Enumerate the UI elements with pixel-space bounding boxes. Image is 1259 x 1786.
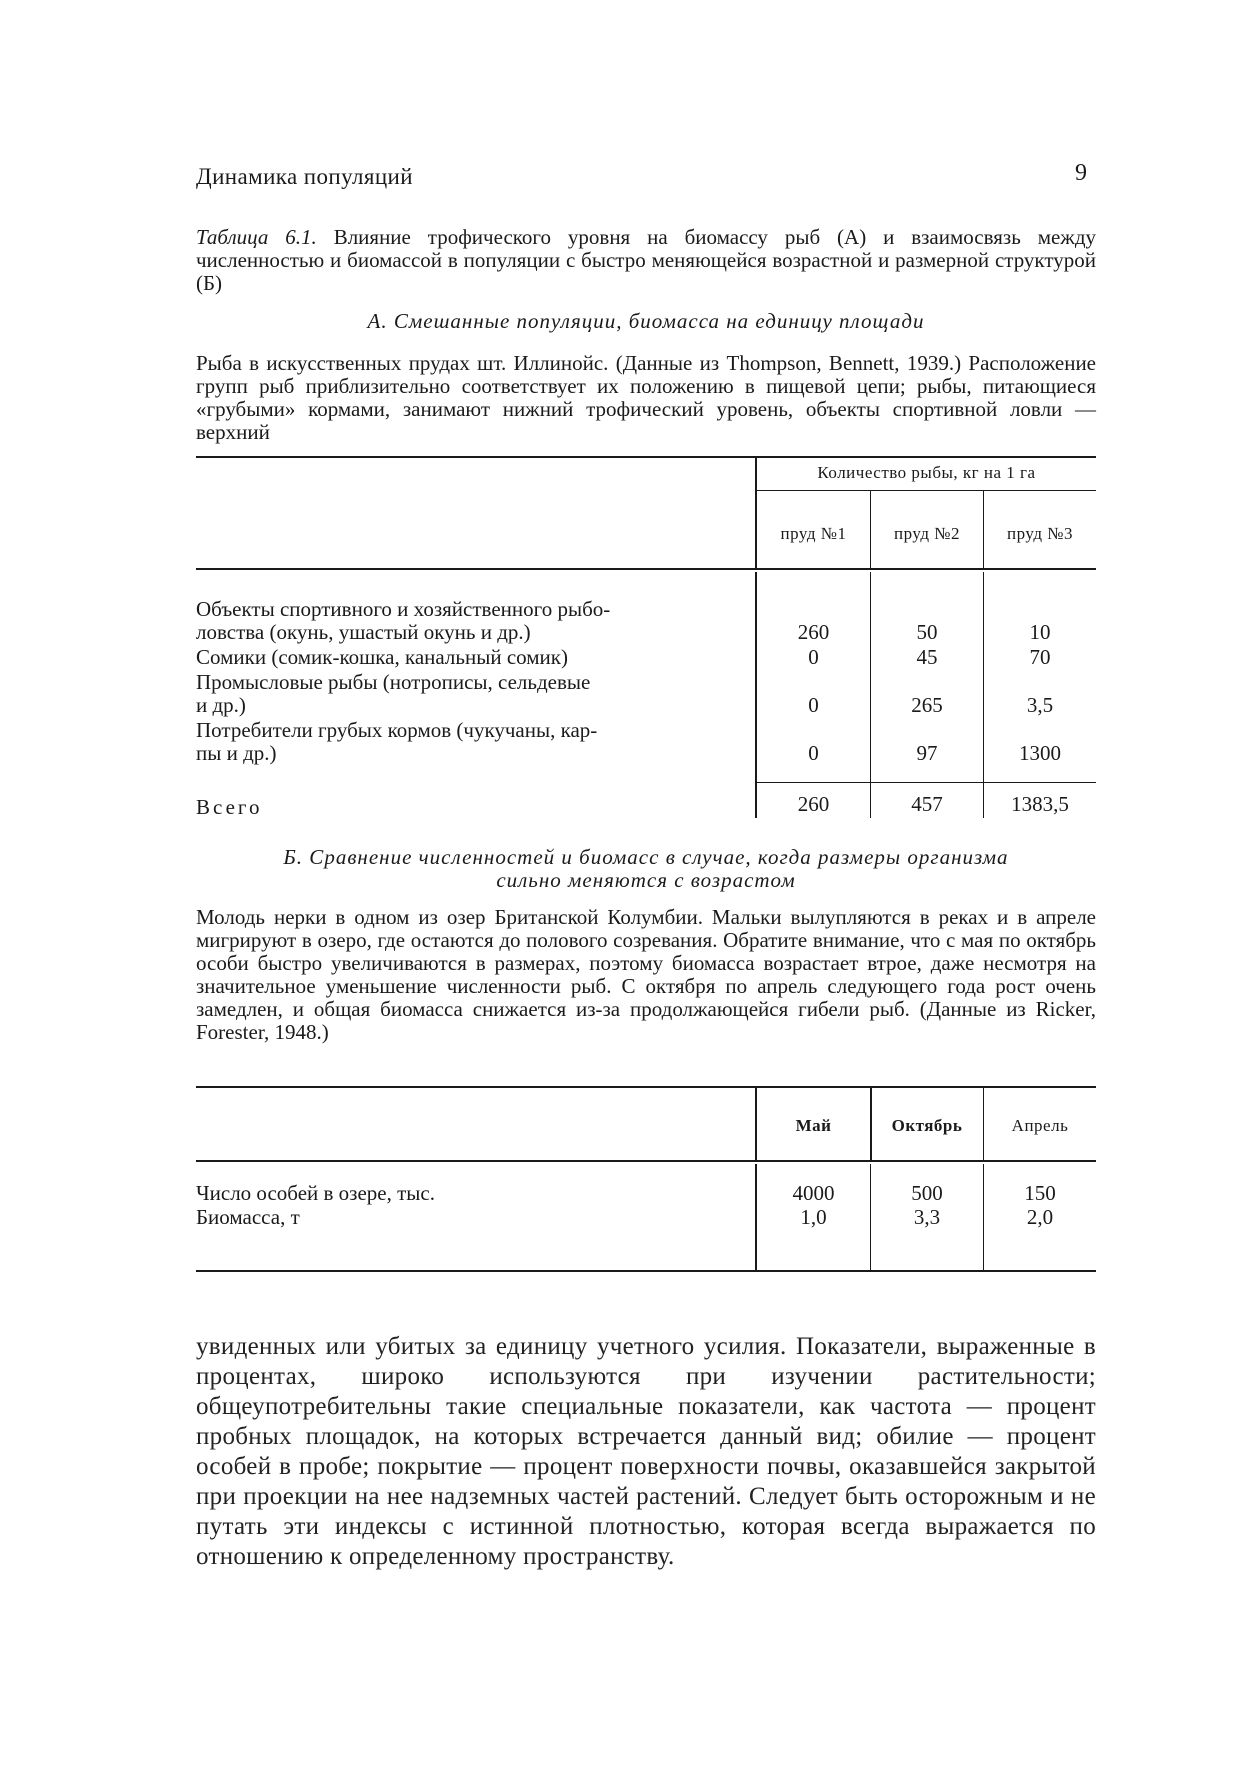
table-b-header-rule	[196, 1160, 1096, 1162]
table-b-col-may: Май	[795, 1116, 832, 1135]
table-a-group-rule	[756, 490, 1096, 491]
table-a-col-1: пруд №1	[780, 524, 847, 543]
table-b-top-rule	[196, 1086, 1096, 1088]
table-a-row-3-label-line-1: Промысловые рыбы (нотрописы, сельдевые	[196, 670, 591, 694]
table-a-row-3-val-2: 265	[911, 693, 943, 717]
table-a-row-2-label-line-1: Сомики (сомик-кошка, канальный сомик)	[196, 645, 568, 669]
table-a-row-3-val-1: 0	[808, 693, 819, 717]
table-a-row-4-val-2: 97	[916, 741, 938, 765]
table-a-row-4-val-3: 1300	[1019, 741, 1061, 765]
table-a-row-1-label-line-2: ловства (окунь, ушастый окунь и др.)	[196, 620, 531, 644]
table-b-row-1-val-3: 150	[1024, 1181, 1056, 1205]
table-b-col-october: Октябрь	[891, 1116, 963, 1135]
table-a-row-3-val-3: 3,5	[1026, 693, 1054, 717]
section-b-title-line-1: Б. Сравнение численностей и биомасс в случае, когда размеры организма	[283, 845, 1009, 869]
table-a-row-1-label-line-1: Объекты спортивного и хозяйственного рыбо-	[196, 597, 611, 621]
section-b-description: Молодь нерки в одном из озер Британской Колумбии. Мальки вылупляются в реках и в апреле мигрируют в озеро, где остаются до полового созревания. Обратите внимание, что с мая по октябрь особи быстро увеличиваются в размерах, поэтому биомасса возрастает втрое, даже несмотря на значительное уменьшение численности рыб. С октября по апрель следующего года рост очень замедлен, и общая биомасса снижается из-за продолжающейся гибели рыб. (Данные из Ricker, Forester, 1948.)	[196, 905, 1096, 1044]
table-a-row-2-val-1: 0	[808, 645, 819, 669]
section-a-title: А. Смешанные популяции, биомасса на единицу площади	[367, 309, 925, 333]
table-a-row-1-val-3: 10	[1029, 620, 1051, 644]
table-a-row-2-val-2: 45	[916, 645, 938, 669]
running-header: Динамика популяций	[196, 164, 413, 189]
table-b-row-1-val-2: 500	[911, 1181, 943, 1205]
table-b-row-2-val-3: 2,0	[1026, 1205, 1054, 1229]
table-b-row-1-label: Число особей в озере, тыс.	[196, 1181, 435, 1205]
body-paragraph: увиденных или убитых за единицу учетного усилия. Показатели, выраженные в процентах, широко используются при изучении растительности; общеупотребительны такие специальные показатели, как частота — процент пробных площадок, на которых встречается данный вид; обилие — процент особей в пробе; покрытие — процент поверхности почвы, оказавшейся закрытой при проекции на нее надземных частей растений. Следует быть осторожным и не путать эти индексы с истинной плотностью, которая всегда выражается по отношению к определенному пространству.	[196, 1333, 1096, 1570]
table-b-col-april: Апрель	[1011, 1116, 1069, 1135]
table-a-row-1-val-2: 50	[916, 620, 938, 644]
table-a-row-4-val-1: 0	[808, 741, 819, 765]
table-b-bottom-rule	[196, 1270, 1096, 1272]
table-b-row-2-val-2: 3,3	[913, 1205, 941, 1229]
table-a-total-val-2: 457	[911, 792, 943, 816]
table-a-row-3-label-line-2: и др.)	[196, 693, 246, 717]
table-caption	[196, 226, 1096, 295]
table-caption-text: Влияние трофического уровня на биомассу рыб (А) и взаимосвязь между численностью и биомассой в популяции с быстро меняющейся возрастной и размерной структурой (Б)	[196, 225, 1097, 295]
table-caption-lead: Таблица 6.1.	[196, 225, 317, 249]
table-a-row-4-label-line-1: Потребители грубых кормов (чукучаны, кар-	[196, 718, 598, 742]
table-b-row-2-label: Биомасса, т	[196, 1205, 300, 1229]
table-a-header-rule	[196, 568, 1096, 570]
section-b-title-line-2: сильно меняются с возрастом	[496, 868, 796, 892]
table-a-total-label: Всего	[196, 795, 263, 819]
table-a-row-2-val-3: 70	[1029, 645, 1051, 669]
section-a-description: Рыба в искусственных прудах шт. Иллинойс. (Данные из Thompson, Bennett, 1939.) Расположение групп рыб приблизительно соответствует их положению в пищевой цепи; рыбы, питающиеся «грубыми» кормами, занимают нижний трофический уровень, объекты спортивной ловли — верхний	[196, 351, 1096, 444]
table-a-top-rule	[196, 456, 1096, 458]
table-a-col-3: пруд №3	[1007, 524, 1073, 543]
page-number: 9	[1075, 160, 1087, 186]
table-a-total-val-3: 1383,5	[1011, 792, 1069, 816]
table-b-row-1-val-1: 4000	[792, 1181, 835, 1205]
table-a-col-2: пруд №2	[894, 524, 960, 543]
table-a-row-1-val-1: 260	[797, 620, 830, 644]
table-a-total-val-1: 260	[797, 792, 830, 816]
table-a-group-header: Количество рыбы, кг на 1 га	[817, 463, 1036, 482]
table-b-row-2-val-1: 1,0	[800, 1205, 827, 1229]
table-a-row-4-label-line-2: пы и др.)	[196, 741, 277, 765]
table-a-total-rule	[756, 782, 1096, 783]
